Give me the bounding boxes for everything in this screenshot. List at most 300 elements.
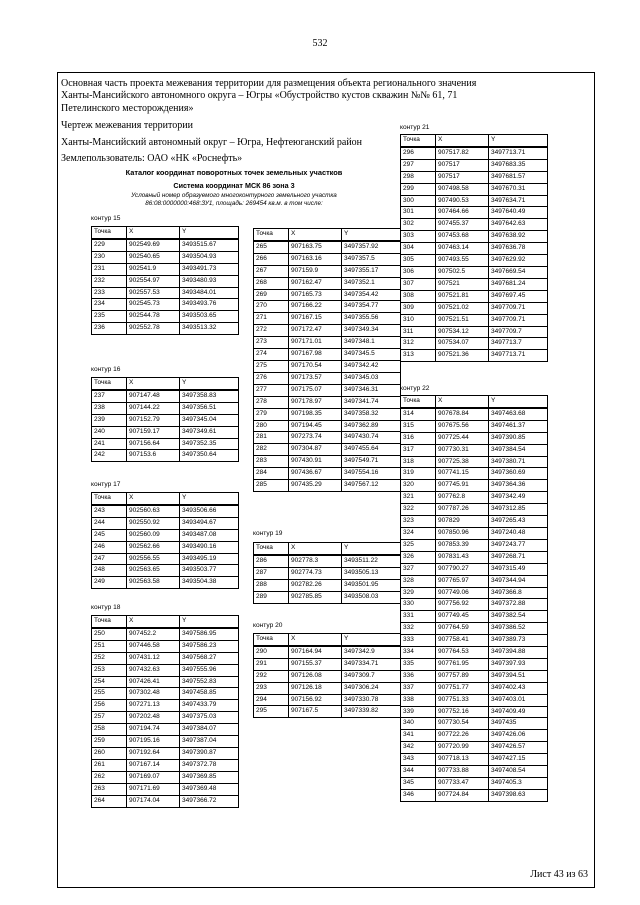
point-id: 270 <box>254 301 289 313</box>
contour-label: контур 15 <box>91 215 121 222</box>
coord-y: 3497409.49 <box>489 706 548 718</box>
table-row <box>254 670 401 682</box>
coord-y: 3497394.88 <box>489 647 548 659</box>
coord-x: 907173.57 <box>289 372 342 384</box>
table-row <box>92 664 239 676</box>
coord-x: 907534.07 <box>436 338 489 350</box>
coord-x: 907426.41 <box>127 676 180 688</box>
table-row <box>92 640 239 652</box>
point-id: 339 <box>401 706 436 718</box>
point-id: 300 <box>401 195 436 207</box>
point-id: 245 <box>92 529 127 541</box>
coord-y: 3497243.77 <box>489 539 548 551</box>
column-header-y: Y <box>180 493 239 505</box>
coord-y: 3497369.48 <box>180 783 239 795</box>
coord-y: 3497463.68 <box>489 408 548 420</box>
coord-x: 907850.96 <box>436 527 489 539</box>
coordinate-table <box>91 492 239 589</box>
coord-y: 3497348.1 <box>342 337 401 349</box>
coordinate-table <box>253 542 401 604</box>
coord-x: 907517 <box>436 159 489 171</box>
table-row <box>401 432 548 444</box>
contour-label: контур 21 <box>400 124 430 131</box>
point-id: 331 <box>401 611 436 623</box>
coord-y: 3497349.34 <box>342 325 401 337</box>
coord-y: 3497387.04 <box>180 736 239 748</box>
point-id: 310 <box>401 314 436 326</box>
point-id: 261 <box>92 759 127 771</box>
table-row <box>401 611 548 623</box>
point-id: 231 <box>92 263 127 275</box>
point-id: 229 <box>92 239 127 251</box>
table-row <box>92 239 239 251</box>
coord-y: 3497366.72 <box>180 795 239 807</box>
table-row <box>92 783 239 795</box>
coord-y: 3497586.95 <box>180 628 239 640</box>
point-id: 256 <box>92 700 127 712</box>
coord-y: 3497567.12 <box>342 480 401 492</box>
table-row <box>401 456 548 468</box>
table-row <box>92 529 239 541</box>
column-header-point: Точка <box>92 378 127 390</box>
table-row <box>401 635 548 647</box>
coord-x: 907446.58 <box>127 640 180 652</box>
coord-y: 3497697.45 <box>489 290 548 302</box>
point-id: 286 <box>254 555 289 567</box>
table-row <box>401 694 548 706</box>
coord-y: 3497683.35 <box>489 159 548 171</box>
coord-x: 907765.97 <box>436 575 489 587</box>
coord-y: 3493513.32 <box>180 323 239 335</box>
coord-y: 3497372.78 <box>180 759 239 771</box>
point-id: 293 <box>254 682 289 694</box>
table-row <box>401 219 548 231</box>
point-id: 295 <box>254 706 289 718</box>
coord-y: 3497430.74 <box>342 432 401 444</box>
coord-x: 907159.17 <box>127 426 180 438</box>
coord-x: 907733.88 <box>436 766 489 778</box>
table-row <box>92 390 239 402</box>
table-row <box>401 338 548 350</box>
table-row <box>401 730 548 742</box>
coord-x: 907198.35 <box>289 408 342 420</box>
coord-y: 3497709.71 <box>489 314 548 326</box>
table-row <box>401 480 548 492</box>
coord-x: 907192.64 <box>127 747 180 759</box>
coord-y: 3497384.54 <box>489 444 548 456</box>
coord-x: 902774.73 <box>289 567 342 579</box>
table-row <box>92 759 239 771</box>
point-id: 279 <box>254 408 289 420</box>
point-id: 337 <box>401 682 436 694</box>
table-row <box>401 492 548 504</box>
point-id: 334 <box>401 647 436 659</box>
coord-x: 907165.73 <box>289 289 342 301</box>
table-row <box>401 647 548 659</box>
coord-x: 907164.94 <box>289 646 342 658</box>
point-id: 269 <box>254 289 289 301</box>
coord-y: 3497681.24 <box>489 278 548 290</box>
coord-x: 907517 <box>436 171 489 183</box>
point-id: 241 <box>92 438 127 450</box>
coord-x: 907733.47 <box>436 778 489 790</box>
point-id: 332 <box>401 623 436 635</box>
point-id: 276 <box>254 372 289 384</box>
coord-y: 3497405.3 <box>489 778 548 790</box>
coord-x: 907720.99 <box>436 742 489 754</box>
point-id: 327 <box>401 563 436 575</box>
coord-y: 3493494.67 <box>180 517 239 529</box>
column-header-x: X <box>127 493 180 505</box>
coordinate-table <box>400 395 548 802</box>
coordinate-table <box>91 615 239 808</box>
table-row <box>254 480 401 492</box>
coord-y: 3493491.73 <box>180 263 239 275</box>
coord-y: 3497669.54 <box>489 266 548 278</box>
coord-y: 3497389.73 <box>489 635 548 647</box>
coord-x: 907745.91 <box>436 480 489 492</box>
table-row <box>92 553 239 565</box>
coord-y: 3497355.56 <box>342 313 401 325</box>
coord-y: 3493493.76 <box>180 299 239 311</box>
coord-x: 907758.41 <box>436 635 489 647</box>
coord-y: 3497386.52 <box>489 623 548 635</box>
coord-y: 3493503.65 <box>180 311 239 323</box>
point-id: 308 <box>401 290 436 302</box>
coord-x: 907678.84 <box>436 408 489 420</box>
table-row <box>254 646 401 658</box>
point-id: 275 <box>254 360 289 372</box>
coord-y: 3497382.54 <box>489 611 548 623</box>
point-id: 287 <box>254 567 289 579</box>
point-id: 242 <box>92 450 127 462</box>
point-id: 248 <box>92 565 127 577</box>
coordinate-table <box>253 228 401 492</box>
coord-y: 3497397.93 <box>489 658 548 670</box>
coord-x: 902778.3 <box>289 555 342 567</box>
coord-x: 907521.81 <box>436 290 489 302</box>
table-row <box>254 372 401 384</box>
point-id: 298 <box>401 171 436 183</box>
point-id: 321 <box>401 492 436 504</box>
coord-x: 907831.43 <box>436 551 489 563</box>
point-id: 330 <box>401 599 436 611</box>
coord-x: 907718.13 <box>436 754 489 766</box>
table-row <box>401 551 548 563</box>
coord-y: 3497554.16 <box>342 468 401 480</box>
coord-y: 3497642.63 <box>489 219 548 231</box>
coord-y: 3497315.49 <box>489 563 548 575</box>
coord-y: 3497586.23 <box>180 640 239 652</box>
coord-x: 907757.89 <box>436 670 489 682</box>
coord-y: 3497352.35 <box>180 438 239 450</box>
coord-x: 907153.6 <box>127 450 180 462</box>
point-id: 303 <box>401 231 436 243</box>
table-row <box>254 432 401 444</box>
column-header-point: Точка <box>401 135 436 147</box>
table-row <box>254 384 401 396</box>
table-row <box>92 311 239 323</box>
point-id: 282 <box>254 444 289 456</box>
point-id: 324 <box>401 527 436 539</box>
table-row <box>254 349 401 361</box>
coord-x: 907853.39 <box>436 539 489 551</box>
point-id: 255 <box>92 688 127 700</box>
point-id: 252 <box>92 652 127 664</box>
catalog-title: Каталог координат поворотных точек земельных участков <box>125 168 343 177</box>
table-row <box>401 742 548 754</box>
coord-x: 907725.44 <box>436 432 489 444</box>
point-id: 314 <box>401 408 436 420</box>
table-row <box>92 795 239 807</box>
point-id: 346 <box>401 789 436 801</box>
table-row <box>92 652 239 664</box>
column-header-point: Точка <box>254 229 289 241</box>
column-header-y: Y <box>342 543 401 555</box>
coord-y: 3493480.93 <box>180 275 239 287</box>
coord-x: 907171.69 <box>127 783 180 795</box>
point-id: 284 <box>254 468 289 480</box>
point-id: 232 <box>92 275 127 287</box>
point-id: 260 <box>92 747 127 759</box>
point-id: 325 <box>401 539 436 551</box>
coord-y: 3497268.71 <box>489 551 548 563</box>
coord-x: 907490.53 <box>436 195 489 207</box>
point-id: 237 <box>92 390 127 402</box>
coord-y: 3497636.78 <box>489 243 548 255</box>
table-row <box>92 724 239 736</box>
coord-y: 3493487.08 <box>180 529 239 541</box>
column-header-x: X <box>289 634 342 646</box>
page-number: 532 <box>312 38 328 49</box>
table-row <box>92 438 239 450</box>
point-id: 250 <box>92 628 127 640</box>
table-row <box>254 682 401 694</box>
table-row <box>254 289 401 301</box>
coord-x: 907147.48 <box>127 390 180 402</box>
coord-x: 902540.65 <box>127 251 180 263</box>
column-header-y: Y <box>180 616 239 628</box>
table-row <box>92 275 239 287</box>
coord-y: 3497342.49 <box>489 492 548 504</box>
table-row <box>254 265 401 277</box>
table-row <box>92 700 239 712</box>
coord-x: 907163.16 <box>289 253 342 265</box>
coord-x: 902785.85 <box>289 591 342 603</box>
point-id: 263 <box>92 783 127 795</box>
header-line: Землепользователь: ОАО «НК «Роснефть» <box>61 153 243 164</box>
coord-y: 3497458.85 <box>180 688 239 700</box>
table-row <box>401 587 548 599</box>
coord-x: 907534.12 <box>436 326 489 338</box>
coord-y: 3497339.82 <box>342 706 401 718</box>
coord-y: 3497309.7 <box>342 670 401 682</box>
table-row <box>92 736 239 748</box>
table-row <box>92 747 239 759</box>
coord-x: 907126.08 <box>289 670 342 682</box>
coord-y: 3497354.77 <box>342 301 401 313</box>
coord-y: 3497358.32 <box>342 408 401 420</box>
point-id: 266 <box>254 253 289 265</box>
coord-x: 907761.95 <box>436 658 489 670</box>
point-id: 313 <box>401 350 436 362</box>
column-header-x: X <box>127 616 180 628</box>
table-row <box>254 420 401 432</box>
table-row <box>254 706 401 718</box>
column-header-x: X <box>127 227 180 239</box>
point-id: 305 <box>401 255 436 267</box>
point-id: 278 <box>254 396 289 408</box>
coord-x: 902560.63 <box>127 505 180 517</box>
table-row <box>92 402 239 414</box>
table-row <box>401 623 548 635</box>
table-row <box>92 299 239 311</box>
contour-label: контур 17 <box>91 481 121 488</box>
coord-x: 902545.73 <box>127 299 180 311</box>
point-id: 315 <box>401 420 436 432</box>
table-row <box>401 231 548 243</box>
coord-y: 3497342.42 <box>342 360 401 372</box>
coord-x: 907517.82 <box>436 147 489 159</box>
coord-y: 3493504.38 <box>180 577 239 589</box>
coord-x: 907126.18 <box>289 682 342 694</box>
coord-y: 3497640.49 <box>489 207 548 219</box>
coord-x: 907144.22 <box>127 402 180 414</box>
table-row <box>92 676 239 688</box>
point-id: 277 <box>254 384 289 396</box>
table-row <box>401 706 548 718</box>
coord-x: 907271.13 <box>127 700 180 712</box>
point-id: 312 <box>401 338 436 350</box>
coord-x: 907175.07 <box>289 384 342 396</box>
table-row <box>92 323 239 335</box>
table-row <box>254 396 401 408</box>
table-row <box>401 539 548 551</box>
point-id: 234 <box>92 299 127 311</box>
coord-x: 907202.48 <box>127 712 180 724</box>
point-id: 297 <box>401 159 436 171</box>
contour-label: контур 19 <box>253 530 283 537</box>
table-row <box>254 337 401 349</box>
coord-y: 3497355.17 <box>342 265 401 277</box>
coord-y: 3497713.7 <box>489 338 548 350</box>
table-row <box>401 444 548 456</box>
column-header-y: Y <box>180 227 239 239</box>
table-row <box>401 504 548 516</box>
table-row <box>92 450 239 462</box>
coord-x: 902544.78 <box>127 311 180 323</box>
point-id: 317 <box>401 444 436 456</box>
coord-x: 907152.79 <box>127 414 180 426</box>
table-row <box>401 350 548 362</box>
coord-y: 3497435 <box>489 718 548 730</box>
coord-y: 3497552.83 <box>180 676 239 688</box>
coordinate-table <box>91 226 239 335</box>
coord-x: 907453.68 <box>436 231 489 243</box>
coord-y: 3497369.85 <box>180 771 239 783</box>
point-id: 296 <box>401 147 436 159</box>
coord-y: 3497240.48 <box>489 527 548 539</box>
point-id: 291 <box>254 658 289 670</box>
table-row <box>401 302 548 314</box>
coord-x: 907493.55 <box>436 255 489 267</box>
point-id: 288 <box>254 579 289 591</box>
coord-x: 907749.45 <box>436 611 489 623</box>
coord-x: 907452.2 <box>127 628 180 640</box>
coord-x: 907174.04 <box>127 795 180 807</box>
coord-y: 3497394.51 <box>489 670 548 682</box>
coord-x: 907675.56 <box>436 420 489 432</box>
table-row <box>401 658 548 670</box>
coord-x: 907166.22 <box>289 301 342 313</box>
coord-x: 907194.74 <box>127 724 180 736</box>
coord-y: 3497549.71 <box>342 456 401 468</box>
column-header-y: Y <box>180 378 239 390</box>
coord-x: 907432.63 <box>127 664 180 676</box>
point-id: 274 <box>254 349 289 361</box>
table-row <box>92 414 239 426</box>
coord-y: 3497408.54 <box>489 766 548 778</box>
table-row <box>92 505 239 517</box>
table-row <box>92 688 239 700</box>
catalog-note: 86:08:0000000:468:ЗУ1, площадь: 269454 кв.м. в том числе: <box>145 200 323 207</box>
point-id: 335 <box>401 658 436 670</box>
table-row <box>254 658 401 670</box>
coord-y: 3497634.71 <box>489 195 548 207</box>
header-line: Основная часть проекта межевания территории для размещения объекта регионального значения <box>61 78 477 89</box>
coord-y: 3497713.71 <box>489 147 548 159</box>
coord-x: 907762.8 <box>436 492 489 504</box>
coord-y: 3497426.57 <box>489 742 548 754</box>
coord-y: 3493508.03 <box>342 591 401 603</box>
point-id: 265 <box>254 241 289 253</box>
point-id: 238 <box>92 402 127 414</box>
coord-y: 3497346.31 <box>342 384 401 396</box>
table-row <box>254 579 401 591</box>
table-row <box>92 251 239 263</box>
coord-x: 907273.74 <box>289 432 342 444</box>
coord-x: 902560.09 <box>127 529 180 541</box>
coord-y: 3497681.57 <box>489 171 548 183</box>
coord-x: 902563.58 <box>127 577 180 589</box>
coord-x: 907724.84 <box>436 789 489 801</box>
point-id: 283 <box>254 456 289 468</box>
point-id: 273 <box>254 337 289 349</box>
table-row <box>401 314 548 326</box>
coord-y: 3497375.03 <box>180 712 239 724</box>
coord-y: 3497342.9 <box>342 646 401 658</box>
table-row <box>401 207 548 219</box>
table-row <box>92 287 239 299</box>
point-id: 251 <box>92 640 127 652</box>
table-row <box>92 565 239 577</box>
point-id: 338 <box>401 694 436 706</box>
coord-x: 907752.16 <box>436 706 489 718</box>
point-id: 281 <box>254 432 289 444</box>
table-row <box>401 290 548 302</box>
coord-x: 902552.78 <box>127 323 180 335</box>
coord-x: 907170.54 <box>289 360 342 372</box>
coord-y: 3497345.5 <box>342 349 401 361</box>
coord-y: 3497380.71 <box>489 456 548 468</box>
coord-y: 3497402.43 <box>489 682 548 694</box>
coord-x: 907749.06 <box>436 587 489 599</box>
column-header-point: Точка <box>401 396 436 408</box>
coord-y: 3497461.37 <box>489 420 548 432</box>
table-row <box>254 360 401 372</box>
table-row <box>401 243 548 255</box>
table-row <box>401 408 548 420</box>
